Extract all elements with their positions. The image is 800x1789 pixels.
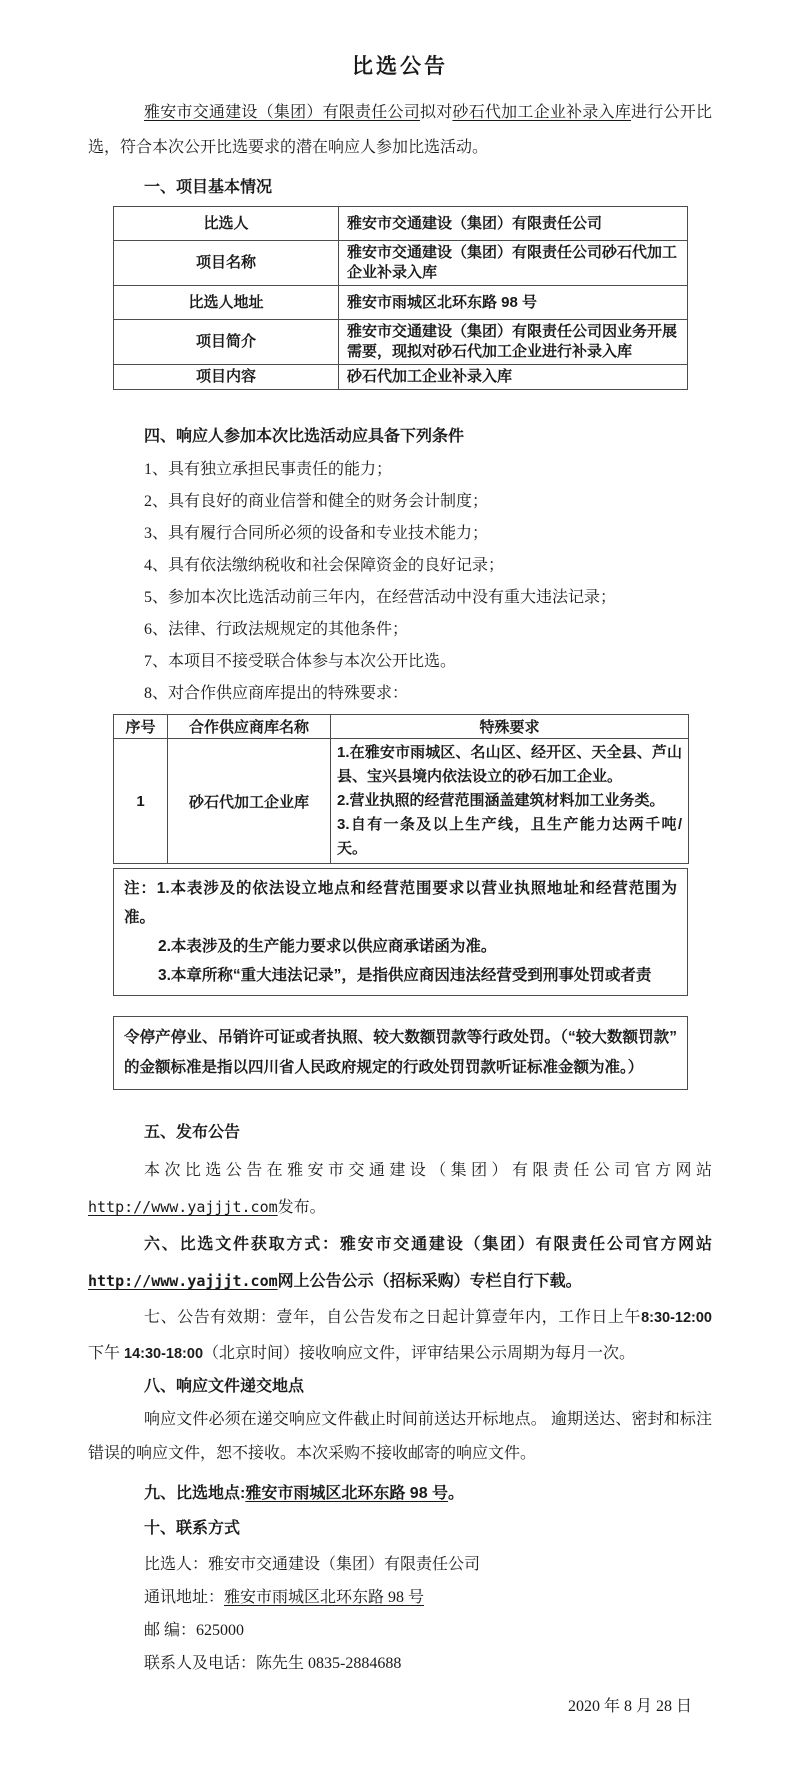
table-row (114, 241, 688, 286)
validity-text-after: （北京时间）接收响应文件，评审结果公示周期为每月一次。 (203, 1345, 636, 1362)
note-line: 2.本表涉及的生产能力要求以供应商承诺函为准。 (158, 938, 497, 955)
row-label: 项目内容 (114, 365, 339, 390)
supplier-seq: 1 (114, 739, 168, 864)
notes-box (113, 868, 688, 996)
validity-middle: 下午 (88, 1345, 125, 1362)
header-seq: 序号 (114, 715, 168, 739)
condition-item: 4、具有依法缴纳税收和社会保障资金的良好记录； (144, 557, 505, 574)
section-heading-contact: 十、联系方式 (144, 1520, 241, 1537)
supplier-requirements (331, 739, 689, 864)
intro-text: 拟对 (419, 104, 453, 121)
requirement-line: 1.在雅安市雨城区、名山区、经开区、天全县、芦山县、宝兴县境内依法设立的砂石加工企业。 (337, 744, 682, 785)
requirement-line: 3.自有一条及以上生产线，且生产能力达两千吨/天。 (337, 816, 682, 857)
section-heading-delivery: 八、响应文件递交地点 (144, 1378, 305, 1395)
condition-item: 6、法律、行政法规规定的其他条件； (144, 621, 409, 638)
table-row (114, 286, 688, 320)
condition-item: 2、具有良好的商业信誉和健全的财务会计制度； (144, 493, 489, 510)
row-value: 雅安市交通建设（集团）有限责任公司因业务开展需要，现拟对砂石代加工企业进行补录入库 (339, 320, 688, 365)
conditions-list (88, 454, 712, 710)
header-name: 合作供应商库名称 (168, 715, 331, 739)
obtain-paragraph (88, 1226, 712, 1300)
supplier-table (113, 714, 689, 864)
supplier-name: 砂石代加工企业库 (168, 739, 331, 864)
intro-paragraph (88, 95, 712, 165)
contact-line-postcode: 邮 编：625000 (144, 1622, 245, 1639)
condition-item: 3、具有履行合同所必须的设备和专业技术能力； (144, 525, 489, 542)
document-date: 2020 年 8 月 28 日 (567, 1698, 692, 1715)
section-heading-basic-info: 一、项目基本情况 (144, 179, 273, 196)
section-heading-conditions: 四、响应人参加本次比选活动应具备下列条件 (144, 428, 465, 445)
condition-item: 1、具有独立承担民事责任的能力； (144, 461, 393, 478)
location-label: 九、比选地点: (144, 1485, 246, 1502)
address-label: 通讯地址： (144, 1589, 225, 1606)
validity-text: 七、公告有效期：壹年，自公告发布之日起计算壹年内，工作日上午 (144, 1309, 642, 1326)
contact-line-address (88, 1581, 712, 1614)
table-row (114, 365, 688, 390)
row-label: 项目简介 (114, 320, 339, 365)
row-label: 项目名称 (114, 241, 339, 286)
obtain-text-after: 网上公告公示（招标采购）专栏自行下载。 (277, 1273, 582, 1290)
row-label: 比选人 (114, 207, 339, 241)
afternoon-hours: 14:30-18:00 (124, 1346, 204, 1362)
intro-company-underlined: 雅安市交通建设（集团）有限责任公司 (144, 104, 420, 121)
contact-block (88, 1548, 712, 1680)
condition-item: 7、本项目不接受联合体参与本次公开比选。 (144, 653, 457, 670)
table-row (114, 207, 688, 241)
supplier-row (114, 739, 689, 864)
row-value: 雅安市交通建设（集团）有限责任公司砂石代加工企业补录入库 (339, 241, 688, 286)
header-requirements: 特殊要求 (331, 715, 689, 739)
contact-line-phone: 联系人及电话：陈先生 0835-2884688 (144, 1655, 402, 1672)
contact-line-bidder: 比选人：雅安市交通建设（集团）有限责任公司 (144, 1556, 481, 1573)
condition-item: 5、参加本次比选活动前三年内，在经营活动中没有重大违法记录； (144, 589, 617, 606)
condition-item: 8、对合作供应商库提出的特殊要求： (144, 685, 409, 702)
website-link[interactable]: http://www.yajjjt.com (88, 1198, 278, 1216)
contact-address-underlined: 雅安市雨城区北环东路 98 号 (224, 1589, 425, 1606)
requirement-line: 2.营业执照的经营范围涵盖建筑材料加工业务类。 (337, 792, 665, 809)
location-address-underlined: 雅安市雨城区北环东路 98 号 (245, 1485, 449, 1502)
publish-text-after: 发布。 (277, 1199, 326, 1216)
morning-hours: 8:30-12:00 (641, 1310, 712, 1326)
validity-paragraph (88, 1300, 712, 1372)
row-value: 雅安市交通建设（集团）有限责任公司 (339, 207, 688, 241)
row-value: 雅安市雨城区北环东路 98 号 (339, 286, 688, 320)
penalty-box: 令停产停业、吊销许可证或者执照、较大数额罚款等行政处罚。（“较大数额罚款”的金额标准是指以四川省人民政府规定的行政处罚罚款听证标准金额为准。） (113, 1016, 688, 1090)
location-suffix: 。 (448, 1485, 465, 1502)
table-row (114, 320, 688, 365)
row-label: 比选人地址 (114, 286, 339, 320)
page-title: 比选公告 (352, 54, 448, 78)
publish-paragraph (88, 1152, 712, 1226)
delivery-paragraph: 响应文件必须在递交响应文件截止时间前送达开标地点。 逾期送达、密封和标注错误的响应文件，恕不接收。本次采购不接收邮寄的响应文件。 (88, 1411, 712, 1462)
website-link[interactable]: http://www.yajjjt.com (88, 1272, 278, 1290)
obtain-text: 六、比选文件获取方式：雅安市交通建设（集团）有限责任公司官方网站 (144, 1236, 712, 1253)
location-line (88, 1477, 712, 1510)
basic-info-table (113, 206, 688, 390)
supplier-table-header-row (114, 715, 689, 739)
note-line: 注：1.本表涉及的依法设立地点和经营范围要求以营业执照地址和经营范围为准。 (124, 880, 677, 926)
section-heading-publish: 五、发布公告 (144, 1124, 241, 1141)
publish-text: 本次比选公告在雅安市交通建设（集团）有限责任公司官方网站 (144, 1162, 712, 1179)
intro-project-underlined: 砂石代加工企业补录入库 (452, 104, 632, 121)
note-line: 3.本章所称“重大违法记录”，是指供应商因违法经营受到刑事处罚或者责 (158, 967, 652, 984)
row-value: 砂石代加工企业补录入库 (339, 365, 688, 390)
intro-text-rest: 进行公开比选，符合本次公开比选要求的潜在响应人参加比选活动。 (88, 104, 712, 156)
